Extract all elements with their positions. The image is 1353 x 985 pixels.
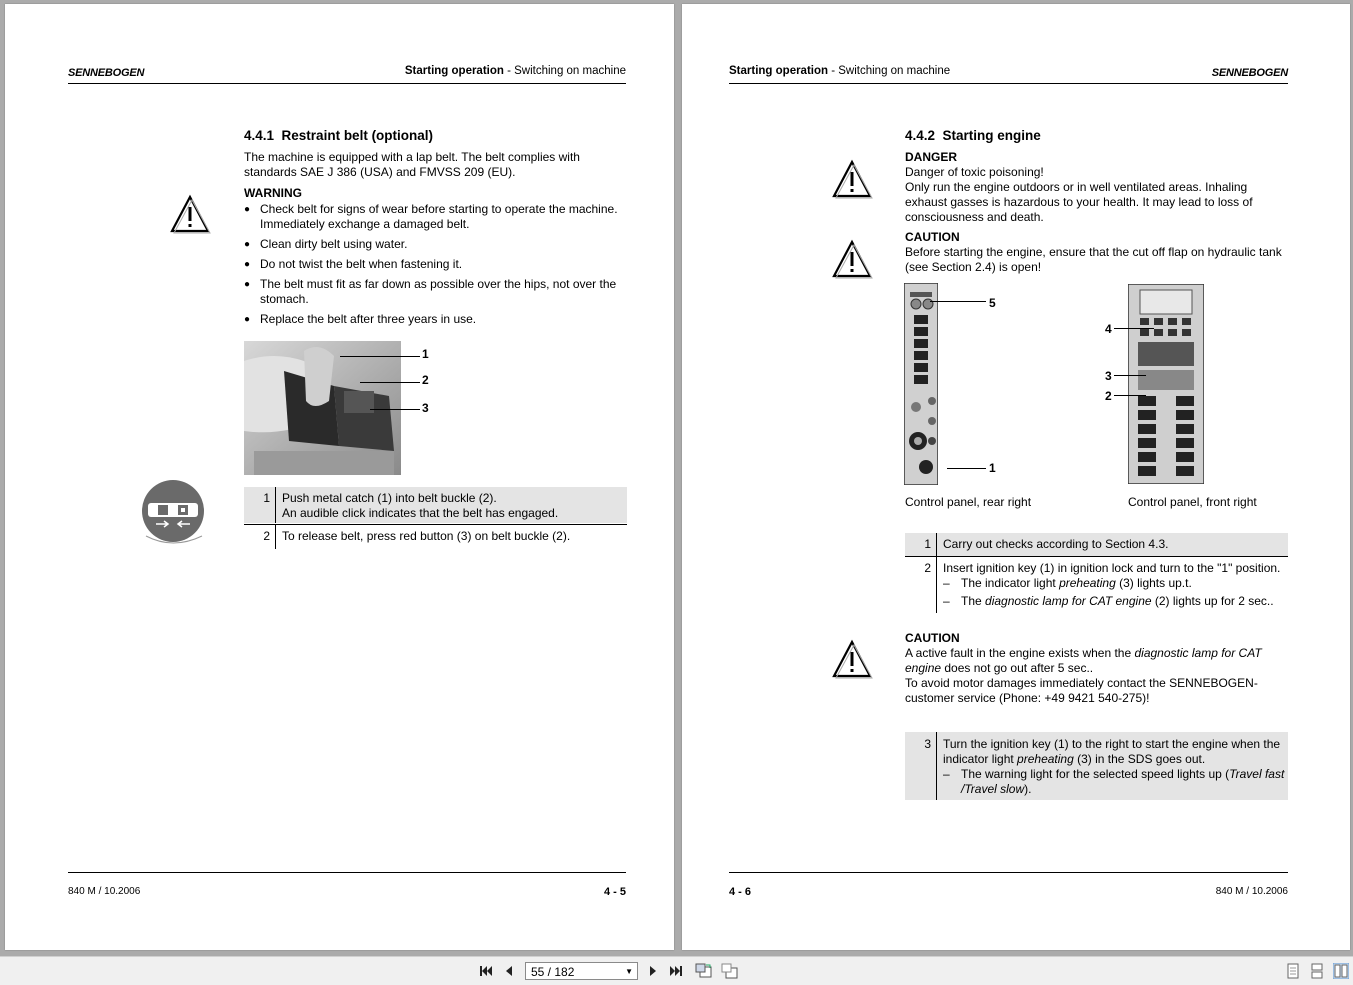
callout-line [360, 382, 420, 383]
text-run-italic: Travel fast [1229, 767, 1285, 781]
step-divider [936, 732, 937, 800]
footer-model: 840 M / 10.2006 [68, 886, 141, 897]
text-run: A active fault in the engine exists when the [905, 646, 1135, 660]
list-item: ● Do not twist the belt when fastening it. [244, 257, 629, 272]
step-number: 2 [263, 529, 270, 543]
control-panel-front-image [1128, 284, 1204, 484]
caution-text: Before starting the engine, ensure that the cut off flap on hydraulic tank (see Section 2.4) is open! [905, 245, 1282, 274]
callout-line [1114, 328, 1154, 329]
step-subitem [943, 767, 1288, 797]
text-run: does not go out after 5 sec.. [941, 661, 1094, 675]
step-row [905, 732, 1288, 800]
two-page-icon[interactable] [1333, 963, 1349, 979]
step-divider [275, 487, 276, 523]
warning-triangle-icon [831, 159, 873, 199]
text-run-italic: diagnostic lamp for CAT engine [905, 646, 1262, 675]
header-subsection: - Switching on machine [503, 65, 626, 77]
header-section: Starting operation [729, 65, 829, 77]
page-header [405, 65, 626, 77]
page-number: 4 - 6 [729, 886, 752, 898]
footer-rule [68, 872, 626, 873]
callout-1: 1 [422, 347, 429, 361]
step-text: Carry out checks according to Section 4.3. [943, 537, 1169, 551]
callout-5: 5 [989, 296, 996, 310]
step-text: Insert ignition key (1) in ignition lock and turn to the "1" position. [943, 561, 1281, 575]
caption-rear-panel: Control panel, rear right [905, 495, 1032, 509]
section-number: 4.4.1 [244, 128, 275, 143]
list-item: ● Replace the belt after three years in use. [244, 312, 629, 327]
header-rule [68, 83, 626, 84]
warning-list [244, 202, 629, 332]
intro-text: The machine is equipped with a lap belt. The belt complies with standards SAE J 386 (USA) and FMVSS 209 (EU). [244, 150, 580, 179]
sennebogen-logo: SENNEBOGEN [68, 67, 145, 79]
danger-body: Only run the engine outdoors or in well ventilated areas. Inhaling exhaust gasses is hazardous to your health. It may lead to loss of consciousness and death. [905, 180, 1253, 224]
viewer-toolbar [0, 956, 1353, 985]
section-heading [905, 128, 1041, 143]
callout-line [1114, 375, 1146, 376]
callout-3: 3 [422, 401, 429, 415]
caution-text-line: To avoid motor damages immediately contact the SENNEBOGEN-customer service (Phone: +49 9421 540-275)! [905, 676, 1258, 705]
page-number: 4 - 5 [603, 886, 626, 898]
header-section: Starting operation [404, 65, 504, 77]
continuous-icon[interactable] [1310, 963, 1324, 979]
text-run: The indicator light [961, 576, 1060, 590]
step-number: 1 [263, 491, 270, 505]
callout-line [340, 356, 420, 357]
step-number: 3 [924, 737, 931, 751]
step-divider [936, 557, 937, 613]
single-page-icon[interactable] [1286, 963, 1300, 979]
caution-label: CAUTION [905, 230, 960, 244]
section-title: Restraint belt (optional) [281, 128, 434, 143]
text-run: (3) in the SDS goes out. [1073, 752, 1206, 766]
prev-page-icon[interactable] [502, 963, 516, 979]
text-run: The warning light for the selected speed lights up ( [961, 767, 1230, 781]
text-run: ). [1024, 782, 1032, 796]
caption-front-panel: Control panel, front right [1128, 495, 1257, 509]
step-row [905, 533, 1288, 556]
warning-label: WARNING [244, 186, 302, 200]
step-text [943, 737, 1288, 767]
page-indicator: 55 / 182 [531, 965, 575, 979]
first-page-icon[interactable] [478, 963, 494, 979]
callout-1: 1 [989, 461, 996, 475]
danger-label: DANGER [905, 150, 958, 164]
step-divider [936, 533, 937, 556]
step-text: An audible click indicates that the belt has engaged. [282, 506, 559, 520]
callout-4: 4 [1105, 322, 1112, 336]
warning-triangle-icon [169, 194, 211, 234]
list-item: ● Clean dirty belt using water. [244, 237, 629, 252]
step-divider [275, 525, 276, 549]
belt-buckle-photo [244, 341, 401, 475]
control-panel-rear-image [904, 283, 938, 485]
danger-text [905, 165, 1290, 225]
text-run-italic: Travel slow [964, 782, 1025, 796]
document-page-left [5, 4, 674, 950]
page-header [729, 65, 950, 77]
last-page-icon[interactable] [668, 963, 684, 979]
step-row [244, 487, 627, 523]
text-run-italic: preheating [1017, 752, 1074, 766]
text-run: The [961, 594, 986, 608]
warning-triangle-icon [831, 639, 873, 679]
text-run: Turn the ignition key (1) to the right to start the engine when the indicator light [943, 737, 1281, 766]
caution-label: CAUTION [905, 631, 960, 645]
footer-model: 840 M / 10.2006 [1215, 886, 1288, 897]
rotate-icon[interactable] [695, 963, 713, 979]
warning-triangle-icon [831, 239, 873, 279]
danger-line: Danger of toxic poisoning! [905, 165, 1044, 179]
chevron-down-icon[interactable]: ▼ [625, 967, 633, 976]
list-item: ● The belt must fit as far down as possible over the hips, not over the stomach. [244, 277, 629, 307]
callout-line [947, 468, 986, 469]
text-run-italic: preheating [1059, 576, 1116, 590]
footer-rule [729, 872, 1288, 873]
step-number: 2 [924, 561, 931, 575]
text-run-italic: / [961, 782, 965, 796]
callout-line [370, 409, 420, 410]
header-rule [729, 83, 1288, 84]
callout-line [1114, 395, 1146, 396]
page-number-input[interactable] [525, 962, 638, 980]
text-run-italic: diagnostic lamp for CAT engine [985, 594, 1152, 608]
step-row [905, 557, 1288, 613]
callout-line [930, 301, 986, 302]
text-run: (3) lights up.t. [1115, 576, 1192, 590]
section-heading [244, 128, 433, 143]
header-subsection: - Switching on machine [828, 65, 951, 77]
step-row [244, 525, 627, 549]
text-run: (2) lights up for 2 sec.. [1151, 594, 1274, 608]
step-subitem [943, 594, 1288, 609]
section-title: Starting engine [942, 128, 1041, 143]
caution-text [905, 646, 1290, 706]
section-number: 4.4.2 [905, 128, 936, 143]
step-text: To release belt, press red button (3) on belt buckle (2). [282, 529, 571, 543]
sennebogen-logo: SENNEBOGEN [1211, 67, 1288, 79]
callout-3: 3 [1105, 369, 1112, 383]
step-text: Push metal catch (1) into belt buckle (2). [282, 491, 497, 505]
callout-2: 2 [1105, 389, 1112, 403]
next-page-icon[interactable] [646, 963, 660, 979]
step-number: 1 [924, 537, 931, 551]
fit-icon[interactable] [721, 963, 739, 979]
seatbelt-icon [138, 478, 210, 550]
step-subitem [943, 576, 1288, 591]
list-item: ● Check belt for signs of wear before starting to operate the machine. Immediately exchange a damaged belt. [244, 202, 629, 232]
callout-2: 2 [422, 373, 429, 387]
document-page-right [682, 4, 1350, 950]
